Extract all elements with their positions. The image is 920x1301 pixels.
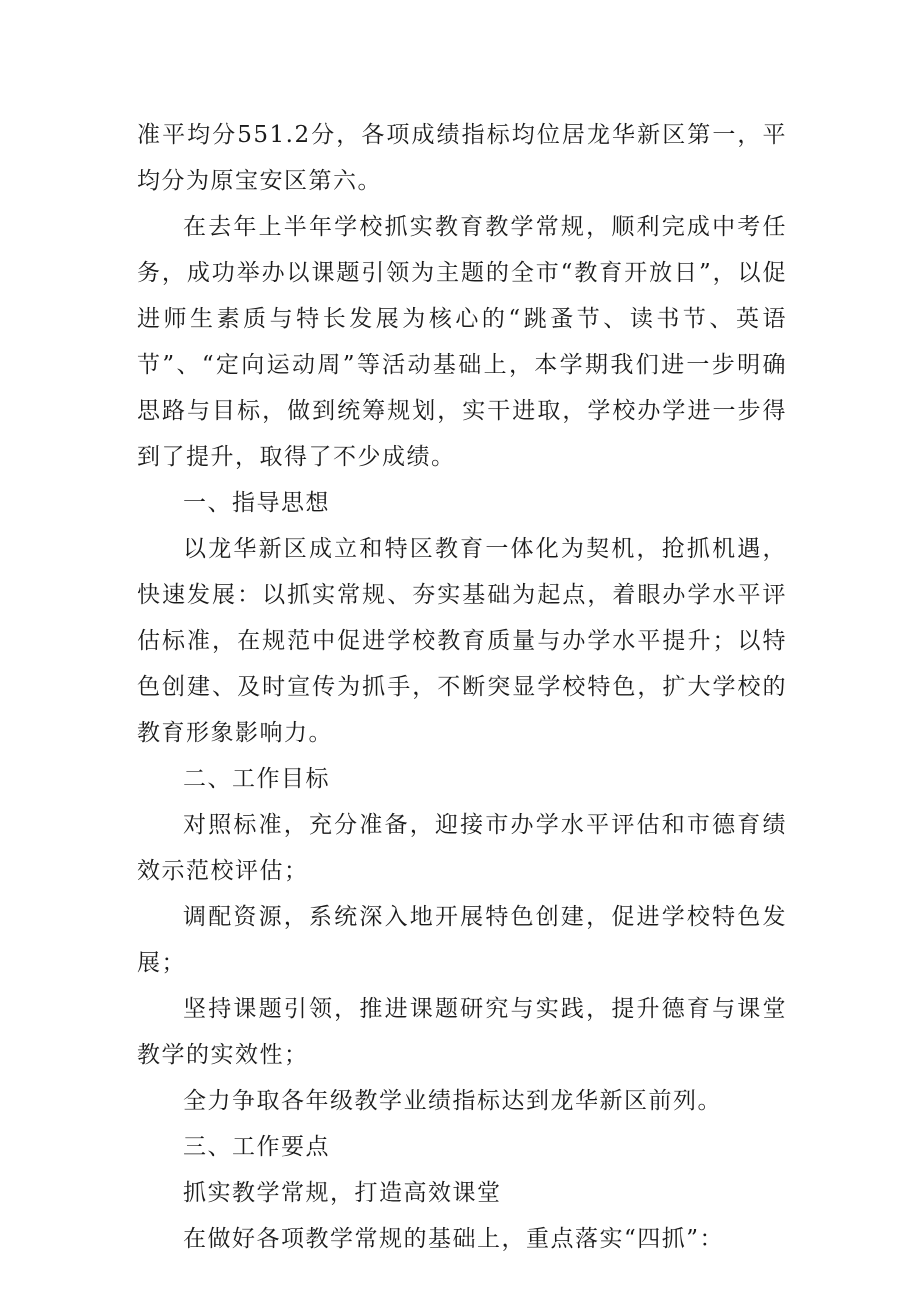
section-heading-guiding-ideology: 一、指导思想	[183, 490, 330, 516]
paragraph-goal-3: 坚持课题引领，推进课题研究与实践，提升德育与课堂教学的实效性；	[137, 996, 787, 1068]
section-heading-work-goals: 二、工作目标	[183, 766, 330, 792]
paragraph-goal-1: 对照标准，充分准备，迎接市办学水平评估和市德育绩效示范校评估；	[137, 812, 787, 884]
paragraph-goal-4: 全力争取各年级教学业绩指标达到龙华新区前列。	[183, 1088, 722, 1114]
paragraph-four-focus: 在做好各项教学常规的基础上，重点落实“四抓”：	[183, 1226, 725, 1252]
paragraph-summary: 在去年上半年学校抓实教育教学常规，顺利完成中考任务，成功举办以课题引领为主题的全市“教育开放日”，以促进师生素质与特长发展为核心的“跳蚤节、读书节、英语节”、“定向运动周”等活动基础上，本学期我们进一步明确思路与目标，做到统筹规划，实干进取，学校办学进一步得到了提升，取得了不少成绩。	[137, 214, 787, 470]
paragraph-continuation: 准平均分551.2分，各项成绩指标均位居龙华新区第一，平均分为原宝安区第六。	[137, 122, 787, 194]
section-heading-work-points: 三、工作要点	[183, 1134, 330, 1160]
paragraph-guiding-ideology: 以龙华新区成立和特区教育一体化为契机，抢抓机遇，快速发展：以抓实常规、夯实基础为起点，着眼办学水平评估标准，在规范中促进学校教育质量与办学水平提升；以特色创建、及时宣传为抓手，不断突显学校特色，扩大学校的教育形象影响力。	[137, 536, 787, 746]
document-body	[137, 112, 787, 1262]
paragraph-goal-2: 调配资源，系统深入地开展特色创建，促进学校特色发展；	[137, 904, 787, 976]
paragraph-subheading-teaching: 抓实教学常规，打造高效课堂	[183, 1180, 502, 1206]
